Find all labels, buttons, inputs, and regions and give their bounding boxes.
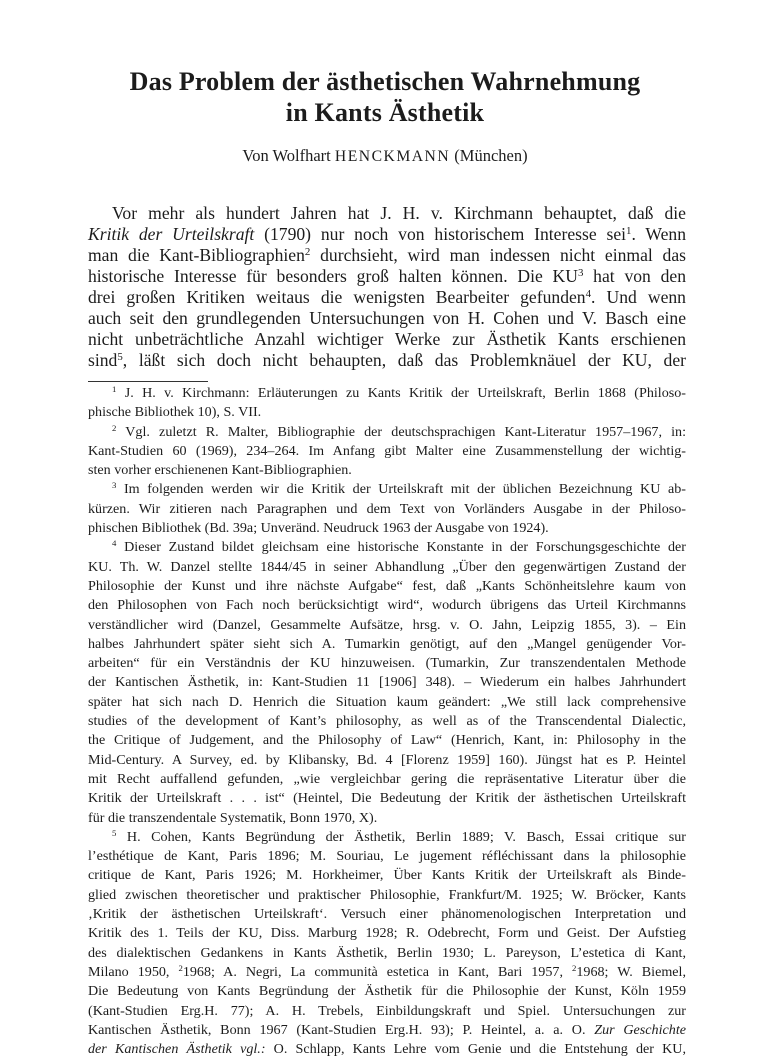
text-run: drei großen Kritiken weitaus die wenigsten Bearbeiter gefunden bbox=[88, 287, 586, 307]
footnote-line bbox=[88, 886, 686, 905]
footnote-marker: 5 bbox=[117, 351, 123, 363]
text-run: the Critique of Judgement, and the Philosophy of Law“ (Henrich, Kant, in: Philosophy in the bbox=[88, 732, 686, 749]
footnote-line bbox=[88, 828, 686, 847]
text-run: sten vorher erschienenen Kant-Bibliographien. bbox=[88, 462, 352, 479]
body-line bbox=[88, 224, 686, 245]
text-run: Kritik der Urteilskraft . . . ist“ (Heintel, Die Bedeutung der Kritik der ästhetischen Urteilskraft bbox=[88, 790, 686, 807]
text-run: phischen Bibliothek (Bd. 39a; Unveränd. Neudruck 1963 der Ausgabe von 1924). bbox=[88, 520, 549, 537]
text-run: Kritik der Urteilskraft bbox=[88, 224, 255, 244]
title-line-2: in Kants Ästhetik bbox=[285, 98, 485, 127]
footnote-line bbox=[88, 577, 686, 596]
text-run: der Kantischen Ästhetik vgl.: bbox=[88, 1041, 266, 1058]
body-text bbox=[88, 203, 686, 371]
footnote-line bbox=[88, 654, 686, 673]
text-run: (Kant-Studien Erg.H. 77); A. H. Trebels, Einbildungskraft und Spiel. Untersuchungen zur bbox=[88, 1002, 686, 1019]
text-run: 1968; A. Negri, La communità estetica in Kant, Bari 1957, bbox=[182, 963, 572, 980]
text-run: Philosophie der Kunst und ihre nächste Aufgabe“ fest, daß „Kants Schönheitslehre kaum von bbox=[88, 577, 686, 594]
footnote-line bbox=[88, 944, 686, 963]
text-run: . Wenn bbox=[631, 224, 687, 244]
text-run: (1790) nur noch von historischem Interesse sei bbox=[254, 224, 627, 244]
text-run: Dieser Zustand bildet gleichsam eine historische Konstante in der Forschungsgeschichte der bbox=[116, 539, 686, 556]
text-run: durchsieht, wird man indessen nicht einmal das bbox=[310, 245, 686, 265]
footnote-line bbox=[88, 905, 686, 924]
footnote-line bbox=[88, 847, 686, 866]
footnote-line bbox=[88, 596, 686, 615]
text-run: Im folgenden werden wir die Kritik der Urteilskraft mit der üblichen Bezeichnung KU ab- bbox=[116, 481, 686, 498]
text-run: . Und wenn bbox=[591, 287, 686, 307]
footnote-line bbox=[88, 924, 686, 943]
text-run: hat von den bbox=[583, 266, 686, 286]
footnote-line bbox=[88, 693, 686, 712]
footnote-marker: 1 bbox=[626, 225, 632, 237]
footnote-marker: 5 bbox=[112, 828, 117, 839]
text-run: auch seit den grundlegenden Untersuchungen von H. Cohen und V. Basch eine bbox=[88, 308, 686, 328]
footnote-line bbox=[88, 789, 686, 808]
footnote-line bbox=[88, 809, 686, 828]
text-run: mit Recht auffallend gefunden, „wie vergleichbar gering die repräsentative Literatur über die bbox=[88, 770, 686, 787]
text-run: Mid-Century. A Survey, ed. by Klibansky, Bd. 4 [Florenz 1959] 160). Jüngst hat es P. Heintel bbox=[88, 751, 686, 768]
footnote-line bbox=[88, 519, 686, 538]
footnote-marker: 3 bbox=[112, 480, 117, 491]
text-run: man die Kant-Bibliographien bbox=[88, 245, 305, 265]
text-run: der Kantischen Ästhetik, in: Kant-Studien 11 [1906] 348). – Wiederum ein halbes Jahrhundert bbox=[88, 674, 686, 691]
title-line-1: Das Problem der ästhetischen Wahrnehmung bbox=[129, 67, 641, 96]
footnote-marker: 2 bbox=[112, 422, 117, 433]
text-run: später hat sich nach D. Henrich die Situation kaum geändert: „We still lack comprehensive bbox=[88, 693, 686, 710]
text-run: studies of the development of Kant’s philosophy, as well as of the Transcendental Dialectic, bbox=[88, 713, 686, 730]
text-run: 1968; W. Biemel, bbox=[576, 963, 686, 980]
footnote-marker: 2 bbox=[178, 963, 183, 974]
text-run: kürzen. Wir zitieren nach Paragraphen und dem Text von Vorländers Ausgabe in der Philoso- bbox=[88, 500, 686, 517]
footnote-line bbox=[88, 461, 686, 480]
text-run: nicht unbeträchtliche Anzahl wichtiger Werke zur Ästhetik Kants erschienen bbox=[88, 329, 686, 349]
footnote-line bbox=[88, 751, 686, 770]
text-run: Kritik des 1. Teils der KU, Diss. Marburg 1928; R. Odebrecht, Form und Geist. Der Aufstieg bbox=[88, 925, 686, 942]
text-run: sind bbox=[88, 350, 118, 370]
footnote-line bbox=[88, 500, 686, 519]
footnote-marker: 4 bbox=[585, 288, 592, 300]
footnote-line bbox=[88, 673, 686, 692]
footnote-marker: 2 bbox=[571, 963, 577, 974]
text-run: arbeiten“ für ein Verständnis der KU hinzuweisen. (Tumarkin, Zur transzendentalen Methode bbox=[88, 655, 686, 672]
text-run: Vgl. zuletzt R. Malter, Bibliographie der deutschsprachigen Kant-Literatur 1957–1967, in: bbox=[116, 423, 686, 440]
text-run: für die transzendentale Systematik, Bonn 1970, X). bbox=[88, 809, 378, 826]
text-run: Milano 1950, bbox=[88, 963, 179, 980]
text-run: halbes Jahrhundert später sieht sich A. Tumarkin genötigt, auf den „Mangel genügender Vor- bbox=[88, 635, 686, 652]
body-line bbox=[88, 203, 686, 224]
footnote-line bbox=[88, 635, 686, 654]
footnote-line bbox=[88, 731, 686, 750]
author-line bbox=[0, 146, 770, 167]
text-run: des dialektischen Gedankens in Kants Ästhetik, Berlin 1930; L. Pareyson, L’estetica di Kant, bbox=[88, 944, 686, 961]
footnote-line bbox=[88, 423, 686, 442]
body-line bbox=[88, 266, 686, 287]
body-line bbox=[88, 329, 686, 350]
footnote-line bbox=[88, 442, 686, 461]
text-run: Die Bedeutung von Kants Begründung der Ästhetik für die Philosophie der Kunst, Köln 1959 bbox=[88, 983, 686, 1000]
text-run: den Philosophen von Fach noch berücksichtigt wird“, wodurch übrigens das Urteil Kirchmanns bbox=[88, 597, 686, 614]
author-prefix: Von Wolfhart bbox=[242, 146, 331, 165]
text-run: O. Schlapp, Kants Lehre vom Genie und die Entstehung der KU, bbox=[265, 1041, 686, 1058]
author-location: (München) bbox=[454, 146, 528, 165]
article-title bbox=[0, 66, 770, 128]
footnote-line bbox=[88, 403, 686, 422]
footnote-divider bbox=[88, 381, 208, 382]
text-run: Kant-Studien 60 (1969), 234–264. Im Anfang gibt Malter eine Zusammenstellung der wichtig- bbox=[88, 442, 686, 459]
footnote-line bbox=[88, 1002, 686, 1021]
text-run: Vor mehr als hundert Jahren hat J. H. v. Kirchmann behauptet, daß die bbox=[112, 203, 686, 223]
footnote-line bbox=[88, 982, 686, 1001]
footnote-line bbox=[88, 770, 686, 789]
footnote-line bbox=[88, 538, 686, 557]
footnote-marker: 4 bbox=[112, 538, 117, 549]
text-run: H. Cohen, Kants Begründung der Ästhetik, Berlin 1889; V. Basch, Essai critique sur bbox=[116, 828, 686, 845]
body-line bbox=[88, 245, 686, 266]
body-line bbox=[88, 308, 686, 329]
footnote-marker: 2 bbox=[304, 246, 311, 258]
text-run: verständlicher wird (Danzel, Gesammelte Aufsätze, hrsg. v. O. Jahn, Leipzig 1855, 3). – Ein bbox=[88, 616, 686, 633]
text-run: critique de Kant, Paris 1926; M. Horkheimer, Über Kants Kritik der Urteilskraft als Binde- bbox=[88, 867, 686, 884]
body-line bbox=[88, 350, 686, 371]
body-line bbox=[88, 287, 686, 308]
footnote-line bbox=[88, 712, 686, 731]
footnote-line bbox=[88, 616, 686, 635]
text-run: KU. Th. W. Danzel stellte 1844/45 in seiner Abhandlung „Über den gegenwärtigen Zustand der bbox=[88, 558, 686, 575]
footnote-line bbox=[88, 558, 686, 577]
text-run: ‚Kritik der ästhetischen Urteilskraft‘. Versuch einer phänomenologischen Interpretation und bbox=[88, 906, 686, 923]
text-run: Kantischen Ästhetik, Bonn 1967 (Kant-Studien Erg.H. 93); P. Heintel, a. a. O. bbox=[88, 1021, 595, 1038]
text-run: historische Interesse für besonders groß halten können. Die KU bbox=[88, 266, 578, 286]
footnotes bbox=[88, 384, 686, 1059]
footnote-marker: 1 bbox=[112, 384, 117, 395]
text-run: J. H. v. Kirchmann: Erläuterungen zu Kants Kritik der Urteilskraft, Berlin 1868 (Philoso- bbox=[116, 385, 686, 401]
footnote-line bbox=[88, 384, 686, 403]
footnote-line bbox=[88, 866, 686, 885]
text-run: l’esthétique de Kant, Paris 1896; M. Souriau, Le jugement réfléchissant dans la philosophie bbox=[88, 848, 686, 865]
footnote-line bbox=[88, 963, 686, 982]
footnote-line bbox=[88, 480, 686, 499]
author-surname: HENCKMANN bbox=[334, 148, 451, 165]
footnote-marker: 3 bbox=[577, 267, 584, 279]
text-run: , läßt sich doch nicht behaupten, daß das Problemknäuel der KU, der bbox=[122, 350, 686, 370]
footnote-line bbox=[88, 1040, 686, 1059]
text-run: glied zwischen theoretischer und praktischer Philosophie, Frankfurt/M. 1925; W. Bröcker, Kants bbox=[88, 886, 686, 903]
text-run: phische Bibliothek 10), S. VII. bbox=[88, 404, 262, 421]
text-run: Zur Geschichte bbox=[594, 1021, 686, 1038]
